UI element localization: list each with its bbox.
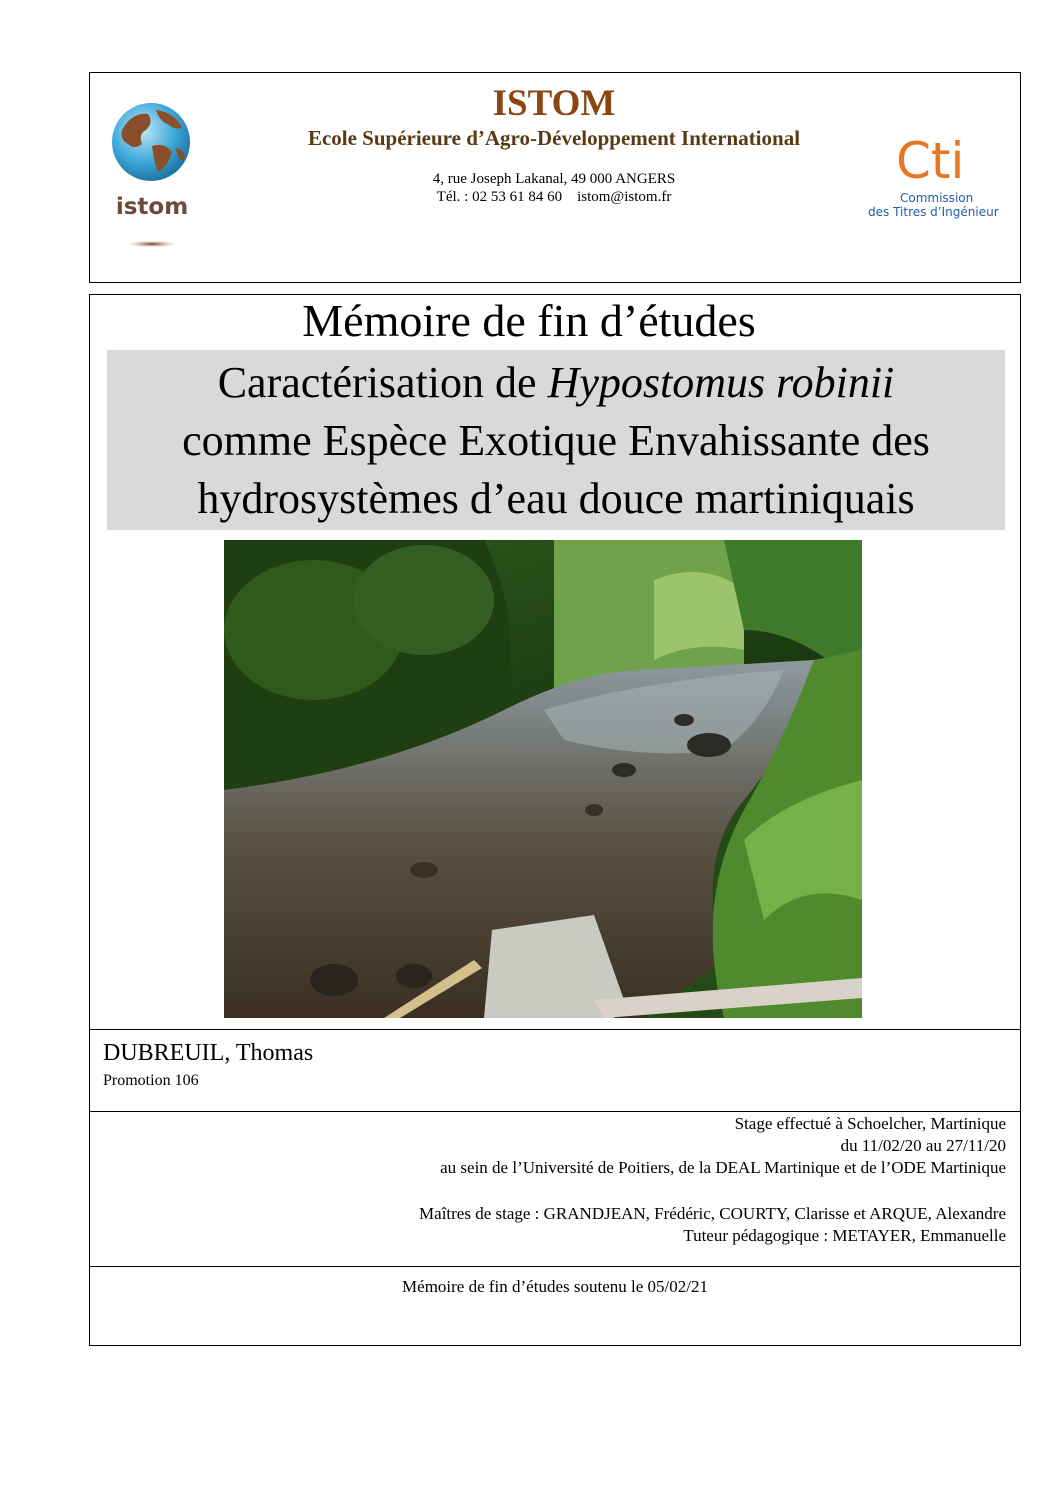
- document-kind: Mémoire de fin d’études: [302, 295, 756, 346]
- institution-acronym: ISTOM: [492, 83, 616, 124]
- cti-letters: Cti: [896, 132, 965, 190]
- author-name: DUBREUIL, Thomas: [103, 1040, 314, 1066]
- title-part1: Caractérisation de: [217, 358, 548, 407]
- contact-line: Tél. : 02 53 61 84 60 istom@istom.fr: [436, 189, 672, 205]
- defense-date: Mémoire de fin d’études soutenu le 05/02/21: [402, 1277, 708, 1296]
- internship-dates: du 11/02/20 au 27/11/20: [840, 1136, 1006, 1155]
- internship-place: Stage effectué à Schoelcher, Martinique: [734, 1114, 1006, 1133]
- title-line3: hydrosystèmes d’eau douce martiniquais: [197, 474, 915, 523]
- thesis-title: [107, 350, 1005, 530]
- institution-name: Ecole Supérieure d’Agro-Développement International: [307, 126, 801, 150]
- istom-logo-text: istom: [115, 194, 189, 220]
- internship-tutor: Tuteur pédagogique : METAYER, Emmanuelle: [683, 1226, 1006, 1245]
- orgs-prefix: au sein de: [440, 1158, 513, 1177]
- species-name: Hypostomus robinii: [547, 358, 895, 407]
- internship-supervisors: Maîtres de stage : GRANDJEAN, Frédéric, COURTY, Clarisse et ARQUE, Alexandre: [419, 1204, 1006, 1223]
- orgs-list: l’Université de Poitiers, de la DEAL Martinique et de l’ODE Martinique: [512, 1158, 1006, 1177]
- cti-line1: Commission: [900, 191, 974, 205]
- cti-line2: des Titres d’Ingénieur: [868, 205, 999, 219]
- cti-logo: [862, 126, 1004, 222]
- internship-orgs: [440, 1157, 1006, 1179]
- address-line: 4, rue Joseph Lakanal, 49 000 ANGERS: [432, 171, 676, 187]
- divider: [89, 1029, 1021, 1030]
- title-line2: comme Espèce Exotique Envahissante des: [182, 416, 930, 465]
- divider: [89, 1111, 1021, 1112]
- divider: [89, 1266, 1021, 1267]
- promotion: Promotion 106: [103, 1072, 199, 1089]
- cover-photo: [224, 540, 862, 1018]
